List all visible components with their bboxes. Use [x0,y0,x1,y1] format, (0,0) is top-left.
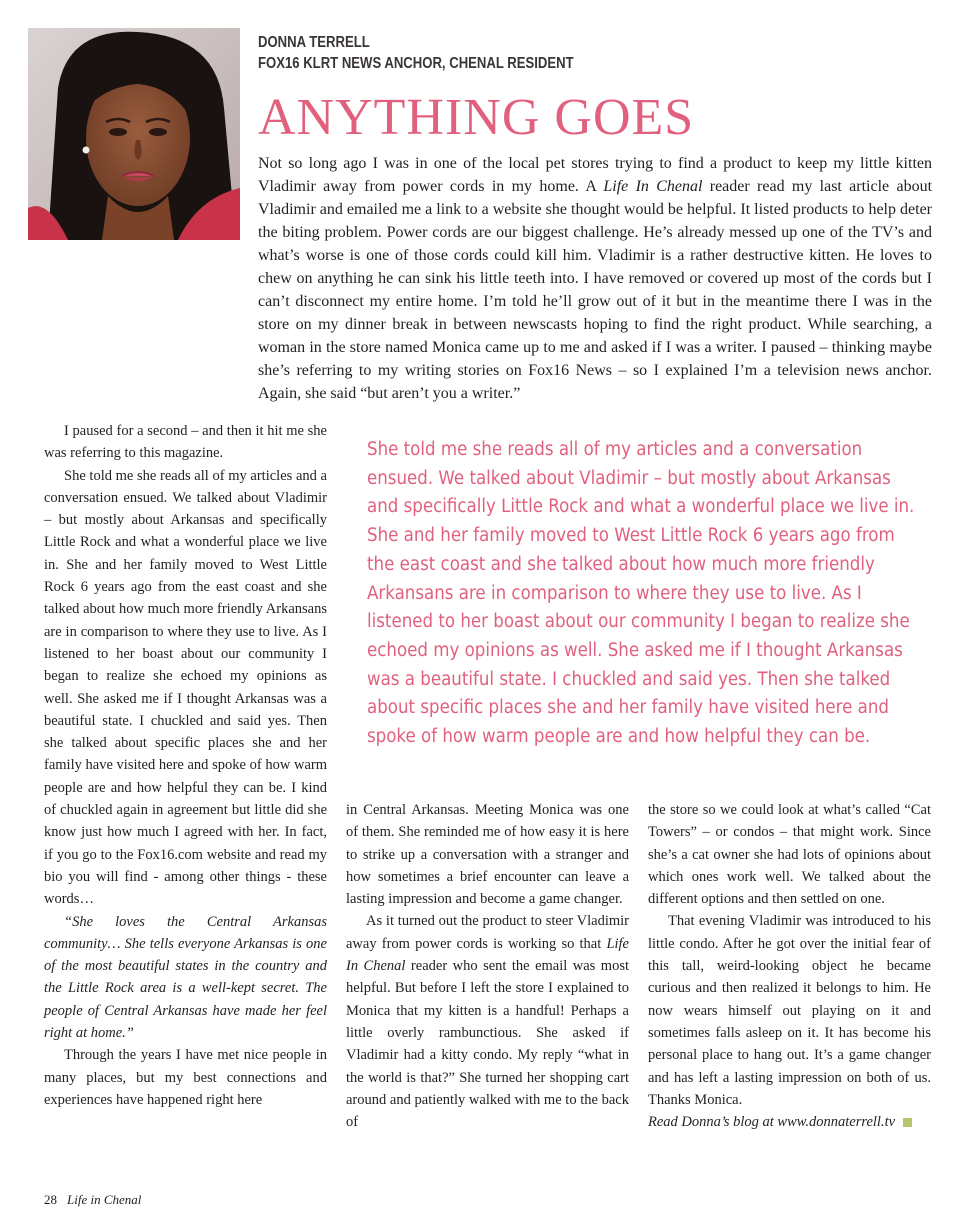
blog-link[interactable]: Read Donna’s blog at www.donnaterrell.tv [648,1114,896,1131]
article-title: ANYTHING GOES [258,89,695,146]
intro-paragraph [258,152,932,405]
body-paragraph: in Central Arkansas. Meeting Monica was one of them. She reminded me of how easy it is here to strike up a conversation with a stranger and how sometimes a brief encounter can leave a lasting impression and become a game changer. [346,802,629,908]
body-paragraph: Through the years I have met nice people in many places, but my best connections and experiences have happened right here [44,1047,327,1108]
author-photo [28,28,240,240]
page-footer [44,1192,141,1208]
magazine-name: Life In Chenal [346,935,629,975]
blog-line [648,1111,931,1133]
pull-quote: She told me she reads all of my articles and a conversation ensued. We talked about Vladimir – but mostly about Arkansas and specifically Little Rock and what a wonderful place we live in. She and her family moved to West Little Rock 6 years ago from the east coast and she talked about how much more friendly Arkansans are in comparison to where they use to live. As I listened to her boast about our community I began to realize she echoed my opinions as well. She asked me if I thought Arkansas was a beautiful state. I chuckled and said yes. Then she talked about specific places she and her family have visited here and spoke of how warm people are and how helpful they can be. [367,439,915,748]
publication-name: Life in Chenal [67,1192,142,1207]
column-middle [346,799,629,1133]
body-paragraph: She told me she reads all of my articles and a conversation ensued. We talked about Vladimir – but mostly about Arkansas and specifically Little Rock and what a wonderful place we live in. She and her family moved to West Little Rock 6 years ago from the east coast and she talked about how much more friendly Arkansans are in comparison to where they use to live. As I listened to her boast about our community I began to realize she echoed my opinions as well. She asked me if I thought Arkansas was a beautiful state. I chuckled and said yes. Then she talked about specific places she and her family have visited here and spoke of how warm people are and how helpful they can be. I kind of chuckled again in agreement but little did she know just how much I agreed with her. In fact, if you go to the Fox16.com website and read my bio you will find - among other things - these words… [44,467,327,908]
body-paragraph [346,910,629,1133]
body-paragraph: That evening Vladimir was introduced to his little condo. After he got over the initial fear of this tall, weird-looking object he became curious and then realized it belongs to him. He now wears himself out playing on it and sometimes falls asleep on it. It has become his personal place to hang out. It’s a game changer and has left a lasting impression on both of us. Thanks Monica. [648,913,931,1108]
intro-text-start: Not so long ago I was in one of the local pet stores trying to find a product to keep my little kitten Vladimir away from power cords in my home. A [258,155,932,195]
author-name: DONNA TERRELL [258,34,370,51]
page-number: 28 [44,1192,57,1207]
end-mark-icon [903,1118,912,1127]
body-text: As it turned out the product to steer Vladimir away from power cords is working so that [346,913,629,952]
intro-text-end: reader read my last article about Vladimir and emailed me a link to a website she thought would be helpful. It listed products to help deter the biting problem. Power cords are our biggest challenge. He’s already messed up one of the TV’s and what’s worse is one of those cords could kill him. Vladimir is a rather destructive kitten. He loves to chew on anything he can sink his little teeth into. I have removed or covered up most of the cords but I can’t disconnect my entire home. I’m told he’ll grow out of it but in the meantime there I was in the store on my dinner break in between newscasts hoping to find the right product. While searching, a woman in the store named Monica came up to me and asked if I was a writer. I paused – thinking maybe she’s referring to my writing stories on Fox16 News – so I explained I’m a television news anchor. Again, she said “but aren’t you a writer.” [258,178,933,402]
author-role: FOX16 KLRT NEWS ANCHOR, CHENAL RESIDENT [258,55,574,72]
column-right [648,799,931,1133]
body-paragraph: I paused for a second – and then it hit me she was referring to this magazine. [44,423,327,462]
body-paragraph: the store so we could look at what’s called “Cat Towers” – or condos – that might work. Since she’s a cat owner she had lots of opinions about which ones work well. We talked about the different options and then settled on one. [648,802,931,908]
column-left [44,420,327,1111]
bio-quote: “She loves the Central Arkansas community… She tells everyone Arkansas is one of the most beautiful states in the country and the Little Rock area is a well-kept secret. The people of Central Arkansas have made her feel right at home.” [44,913,327,1042]
body-text: reader who sent the email was most helpful. But before I left the store I explained to Monica that my kitten is a handful! Perhaps a little overly rambunctious. She asked if Vladimir had a kitty condo. My reply “what in the world is that?” She turned her shopping cart around and patiently walked with me to the back of [346,958,630,1131]
magazine-name: Life In Chenal [603,178,703,195]
author-byline [258,32,574,74]
